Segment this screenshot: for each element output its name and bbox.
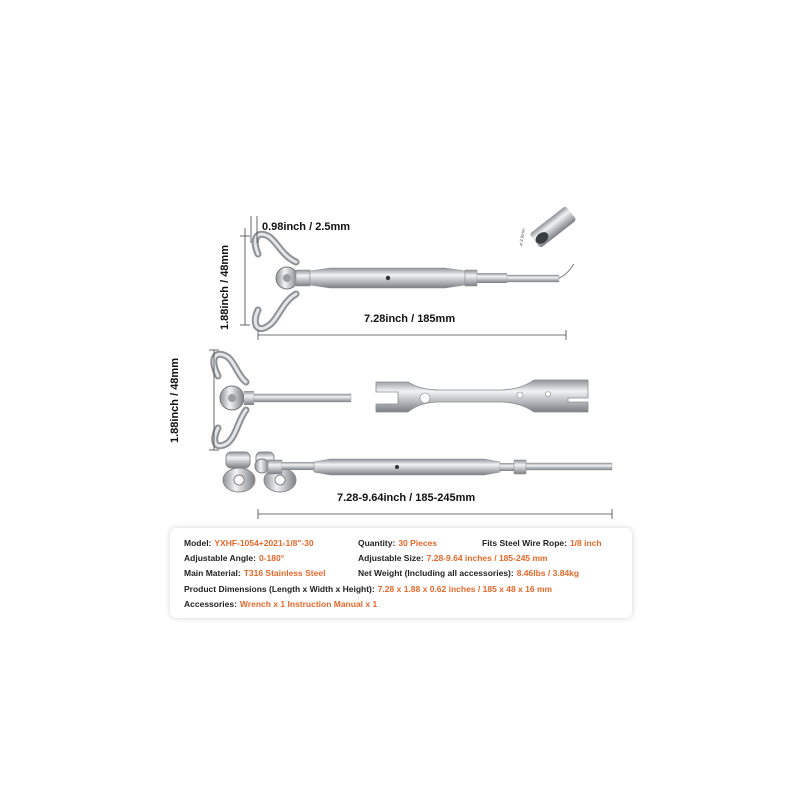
spec-weight: Net Weight (Including all accessories): 8.46lbs / 3.84kg	[358, 568, 580, 578]
wrench	[376, 380, 588, 412]
spec-quantity: Quantity: 30 Pieces	[358, 538, 438, 548]
bottom-turnbuckle	[223, 452, 612, 492]
spec-material: Main Material: T316 Stainless Steel	[184, 568, 326, 578]
swage-tip-inset	[518, 206, 577, 249]
bottom-height-label: 1.88inch / 48mm	[169, 358, 181, 443]
t-terminal	[214, 354, 351, 446]
svg-text:⌀ 3.9mm: ⌀ 3.9mm	[518, 227, 527, 247]
top-length-label: 7.28inch / 185mm	[364, 313, 456, 325]
spec-wire-rope: Fits Steel Wire Rope: 1/8 inch	[482, 538, 602, 548]
bottom-length-label: 7.28-9.64inch / 185-245mm	[337, 492, 476, 504]
spec-model: Model: YXHF-1054+2021-1/8"-30	[184, 538, 314, 548]
spec-angle: Adjustable Angle: 0-180°	[184, 553, 285, 563]
bottom-dimension-lines	[258, 509, 612, 519]
spec-product-dimensions: Product Dimensions (Length x Width x Height): 7.28 x 1.88 x 0.62 inches / 185 x 48 x 16 mm	[184, 584, 553, 594]
spec-size: Adjustable Size: 7.28-9.64 inches / 185-245 mm	[358, 553, 548, 563]
spec-accessories: Accessories: Wrench x 1 Instruction Manual x 1	[184, 599, 378, 609]
top-offset-label: 0.98inch / 2.5mm	[262, 221, 351, 233]
specifications-panel	[170, 528, 632, 618]
top-height-label: 1.88inch / 48mm	[219, 245, 231, 330]
